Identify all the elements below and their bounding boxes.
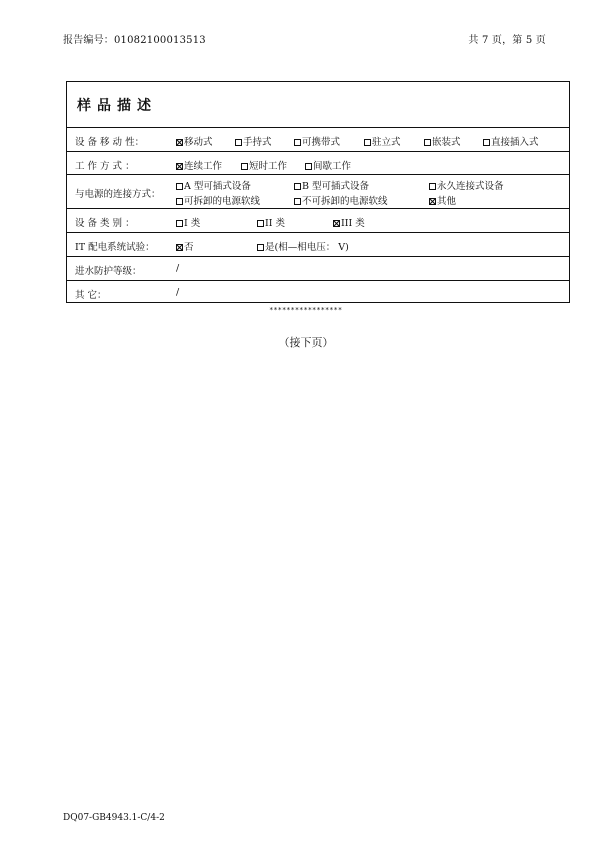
option-intermittent[interactable]: 间歇工作	[305, 158, 351, 172]
it-test-label: IT 配电系统试验：	[75, 242, 155, 253]
report-number: 报告编号：01082100013513	[63, 35, 206, 46]
option-class-ii[interactable]: II 类	[257, 215, 285, 229]
option-direct-plug[interactable]: 直接插入式	[483, 134, 539, 148]
option-stationary[interactable]: 驻立式	[364, 134, 401, 148]
row-operation	[67, 152, 569, 175]
checkbox-icon	[294, 139, 301, 146]
option-continuous[interactable]: 连续工作	[176, 158, 222, 172]
checkbox-icon	[424, 139, 431, 146]
option-other[interactable]: 其他	[429, 193, 456, 207]
row-connection	[67, 175, 569, 209]
option-type-a[interactable]: A 型可插式设备	[176, 178, 251, 192]
other-label: 其 它：	[75, 290, 107, 301]
mobility-label: 设 备 移 动 性：	[75, 137, 145, 148]
checkbox-icon	[364, 139, 371, 146]
row-it-test	[67, 233, 569, 257]
option-permanent[interactable]: 永久连接式设备	[429, 178, 504, 192]
checkbox-icon	[176, 244, 183, 251]
continued-note: （接下页）	[278, 336, 334, 349]
option-class-i[interactable]: I 类	[176, 215, 200, 229]
option-class-iii[interactable]: III 类	[333, 215, 365, 229]
option-mobile[interactable]: 移动式	[176, 134, 213, 148]
option-non-detachable-cord[interactable]: 不可拆卸的电源软线	[294, 193, 388, 207]
checkbox-icon	[294, 183, 301, 190]
sample-description-table	[66, 81, 570, 303]
option-detachable-cord[interactable]: 可拆卸的电源软线	[176, 193, 260, 207]
option-short-time[interactable]: 短时工作	[241, 158, 287, 172]
checkbox-icon	[235, 139, 242, 146]
checkbox-icon	[333, 220, 340, 227]
page-info: 共 7 页，第 5 页	[468, 35, 546, 46]
ingress-value: /	[176, 263, 180, 274]
end-of-table-marks: *****************	[269, 306, 343, 314]
checkbox-icon	[429, 183, 436, 190]
checkbox-icon	[176, 220, 183, 227]
option-handheld[interactable]: 手持式	[235, 134, 272, 148]
row-other	[67, 281, 569, 304]
checkbox-icon	[176, 139, 183, 146]
checkbox-icon	[429, 198, 436, 205]
class-label: 设 备 类 别 ：	[75, 218, 135, 229]
option-portable[interactable]: 可携带式	[294, 134, 340, 148]
ingress-label: 进水防护等级：	[75, 266, 142, 277]
row-class	[67, 209, 569, 233]
document-code: DQ07-GB4943.1-C/4-2	[63, 813, 165, 823]
option-yes[interactable]: 是(相—相电压： V)	[257, 239, 349, 253]
checkbox-icon	[257, 244, 264, 251]
checkbox-icon	[176, 163, 183, 170]
checkbox-icon	[305, 163, 312, 170]
operation-label: 工 作 方 式 ：	[75, 161, 135, 172]
row-ingress	[67, 257, 569, 281]
row-mobility	[67, 128, 569, 152]
option-type-b[interactable]: B 型可插式设备	[294, 178, 369, 192]
option-no[interactable]: 否	[176, 239, 194, 253]
checkbox-icon	[483, 139, 490, 146]
checkbox-icon	[176, 198, 183, 205]
checkbox-icon	[241, 163, 248, 170]
option-embedded[interactable]: 嵌装式	[424, 134, 461, 148]
connection-label: 与电源的连接方式：	[75, 189, 161, 200]
checkbox-icon	[176, 183, 183, 190]
other-value: /	[176, 287, 180, 298]
checkbox-icon	[257, 220, 264, 227]
checkbox-icon	[294, 198, 301, 205]
section-title-row	[67, 82, 569, 128]
section-title: 样品描述	[77, 98, 157, 114]
